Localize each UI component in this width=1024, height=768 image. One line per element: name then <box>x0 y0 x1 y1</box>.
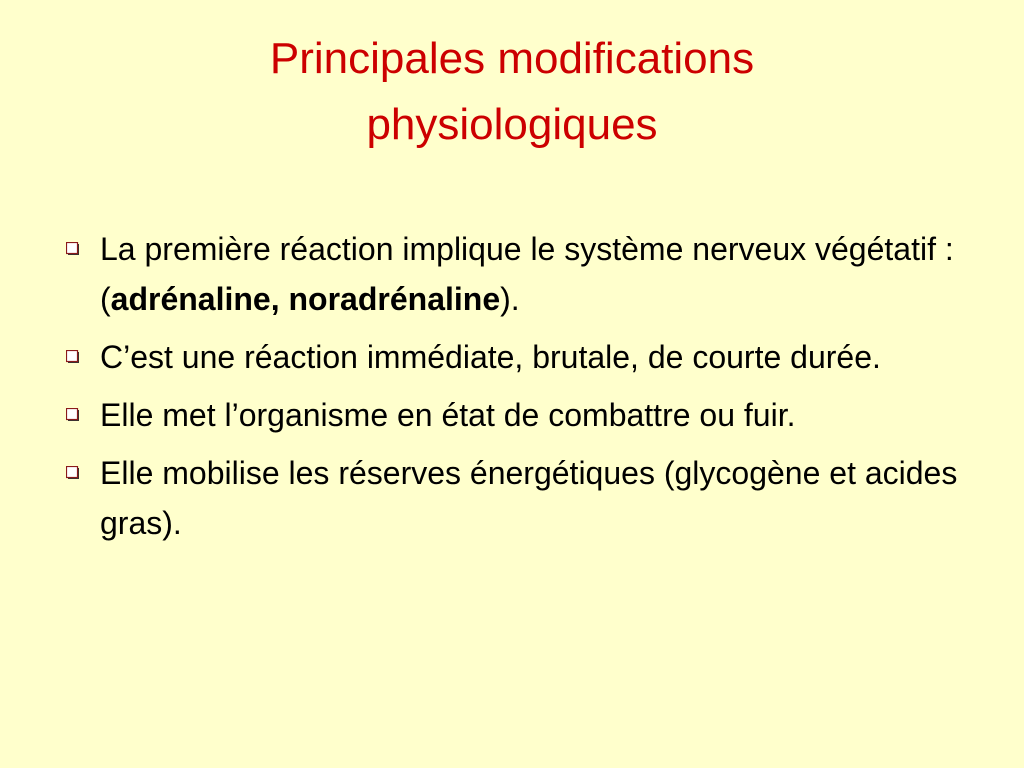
hollow-square-bullet-icon <box>66 466 80 480</box>
bullet-text-4: Elle mobilise les réserves énergétiques (glycogène et acides gras). <box>100 455 958 541</box>
bullet-text-1-before: La première réaction implique le système nerveux végétatif : ( <box>100 231 954 317</box>
bullet-text-1-bold: adrénaline, noradrénaline <box>110 281 501 317</box>
hollow-square-bullet-icon <box>66 242 80 256</box>
bullet-text-1-after: ). <box>500 281 520 317</box>
bullet-list <box>60 224 980 556</box>
bullet-item-4 <box>60 448 980 548</box>
hollow-square-bullet-icon <box>66 350 80 364</box>
bullet-item-1 <box>60 224 980 324</box>
slide-title-line1: Principales modifications <box>269 34 755 83</box>
slide-title <box>0 26 1024 158</box>
bullet-text-2: C’est une réaction immédiate, brutale, de courte durée. <box>100 339 881 375</box>
hollow-square-bullet-icon <box>66 408 80 422</box>
slide-title-line2: physiologiques <box>366 100 658 149</box>
bullet-text-3: Elle met l’organisme en état de combattre ou fuir. <box>100 397 796 433</box>
bullet-item-3 <box>60 390 980 440</box>
bullet-item-2 <box>60 332 980 382</box>
